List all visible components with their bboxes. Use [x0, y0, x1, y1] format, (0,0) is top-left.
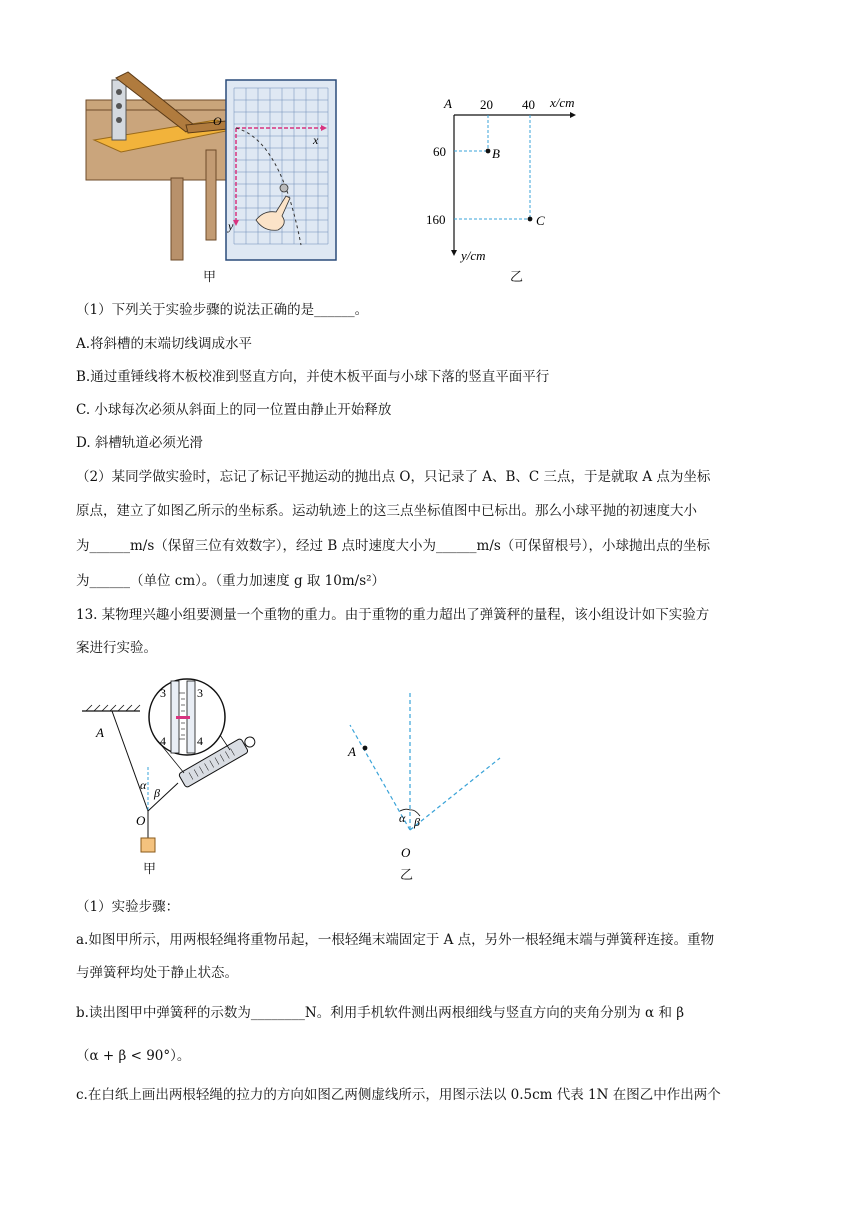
figure-1-jia-apparatus	[76, 70, 346, 270]
q12-option-a: A.将斜槽的末端切线调成水平	[76, 336, 253, 352]
board-x-label: x	[313, 133, 319, 147]
figure-1-jia-caption: 甲	[203, 270, 217, 285]
jia-scale-3-right: 3	[197, 686, 203, 700]
point-a-label: A	[444, 96, 452, 111]
q12-part2-line3: 为______m/s（保留三位有效数字），经过 B 点时速度大小为______m/s（可保留根号），小球抛出点的坐标	[76, 538, 711, 554]
q13-step-a-line2: 与弹簧秤均处于静止状态。	[76, 965, 238, 981]
q13-step-b-line1: b.读出图甲中弹簧秤的示数为________N。利用手机软件测出两根细线与竖直方向的夹角分别为 α 和 β	[76, 1005, 685, 1021]
jia-label-a: A	[96, 725, 104, 740]
q13-step-a-line1: a.如图甲所示，用两根轻绳将重物吊起，一根轻绳末端固定于 A 点，另外一根轻绳末端与弹簧秤连接。重物	[76, 932, 715, 948]
point-b-label: B	[492, 146, 500, 161]
jia-alpha: α	[140, 778, 147, 792]
tick-x-40: 40	[522, 97, 535, 112]
q12-part1-stem: （1）下列关于实验步骤的说法正确的是______。	[76, 302, 369, 318]
figure-1-yi-caption: 乙	[510, 270, 524, 285]
q12-option-b: B.通过重锤线将木板校准到竖直方向，并使木板平面与小球下落的竖直平面平行	[76, 369, 550, 385]
q12-part2-line4: 为______（单位 cm）。（重力加速度 g 取 10m/s²）	[76, 573, 386, 589]
jia-scale-3-left: 3	[160, 686, 166, 700]
board-y-label: y	[228, 219, 234, 233]
q13-stem-line2: 案进行实验。	[76, 640, 157, 656]
y-axis-label: y/cm	[461, 248, 486, 263]
figure-2-jia-caption: 甲	[143, 862, 157, 877]
q13-stem-line1: 13. 某物理兴趣小组要测量一个重物的重力。由于重物的重力超出了弹簧秤的量程，该小组设计如下实验方	[76, 607, 710, 623]
q13-step-b-line2: （α + β < 90°）。	[76, 1048, 191, 1064]
q12-option-d: D. 斜槽轨道必须光滑	[76, 435, 203, 451]
tick-y-60: 60	[433, 144, 446, 159]
q13-step-c-line1: c.在白纸上画出两根轻绳的拉力的方向如图乙两侧虚线所示，用图示法以 0.5cm 代表 1N 在图乙中作出两个	[76, 1087, 721, 1103]
q12-option-c: C. 小球每次必须从斜面上的同一位置由静止开始释放	[76, 402, 392, 418]
figure-1-yi-plot	[426, 90, 600, 270]
tick-x-20: 20	[480, 97, 493, 112]
q12-part2-line2: 原点，建立了如图乙所示的坐标系。运动轨迹上的这三点坐标值图中已标出。那么小球平抛的初速度大小	[76, 503, 697, 519]
board-o-label: O	[213, 114, 222, 128]
tick-y-160: 160	[426, 212, 446, 227]
x-axis-label: x/cm	[550, 95, 575, 110]
jia-scale-4-right: 4	[197, 734, 203, 748]
yi-label-o: O	[401, 845, 411, 860]
figure-2-yi-directions	[340, 690, 510, 860]
figure-2-yi-caption: 乙	[400, 868, 414, 883]
jia-beta: β	[154, 786, 160, 800]
point-c-label: C	[536, 213, 545, 228]
jia-label-o: O	[136, 813, 146, 828]
q13-steps-heading: （1）实验步骤：	[76, 899, 180, 915]
yi-label-a: A	[348, 744, 356, 759]
q12-part2-line1: （2）某同学做实验时，忘记了标记平抛运动的抛出点 O，只记录了 A、B、C 三点，于是就取 A 点为坐标	[76, 469, 711, 485]
yi-alpha: α	[399, 811, 406, 825]
yi-beta: β	[414, 815, 420, 829]
jia-scale-4-left: 4	[160, 734, 166, 748]
figure-2-jia-setup	[80, 675, 260, 875]
